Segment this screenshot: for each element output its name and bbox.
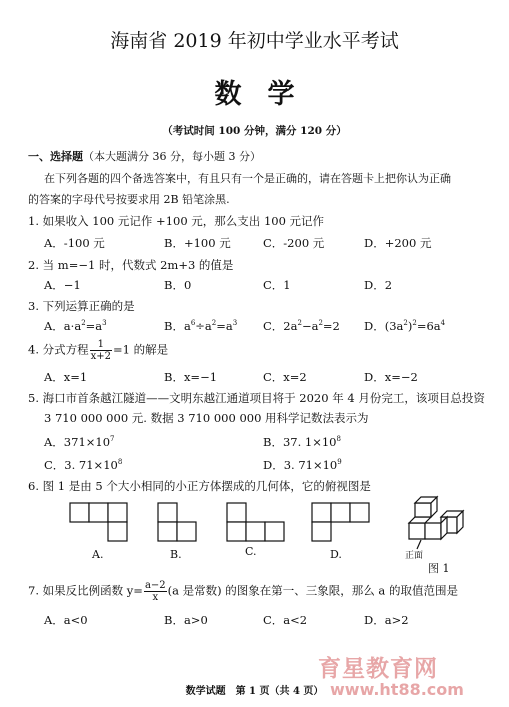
option-a: A．$371\times 10^7$ (44, 435, 115, 449)
option-d: D．2 (364, 278, 393, 292)
cube-face (415, 503, 431, 517)
option-c: C．$2a^2-a^2=2$ (263, 319, 340, 333)
option-d: D．3. $71\times 10^9$ (263, 458, 342, 472)
option-b: B．37. $1\times 10^8$ (263, 435, 341, 449)
question-number: 3. (28, 299, 39, 313)
exam-title: 海南省 2019 年初中学业水平考试 (110, 30, 399, 52)
section-label: 一、选择题 (28, 150, 83, 163)
question-stem-post: =1 的解是 (113, 342, 169, 357)
square (108, 522, 127, 541)
question-number: 7. (28, 583, 39, 598)
question-number: 6. (28, 479, 39, 493)
option-d: D．x=−2 (364, 370, 418, 384)
square (350, 503, 369, 522)
question-7 (28, 580, 458, 603)
option-c: C．-200 元 (263, 236, 325, 250)
instruction-line-1: 在下列各题的四个备选答案中，有且只有一个是正确的，请在答题卡上把你认为正确 (44, 172, 451, 185)
question-number: 5. (28, 391, 39, 405)
option-b: B．$a^6\div a^2=a^3$ (164, 319, 238, 333)
square (177, 522, 196, 541)
square (158, 522, 177, 541)
figure-option-b (158, 503, 203, 543)
fraction-denominator: x+2 (90, 351, 112, 362)
option-a: A．a<0 (44, 613, 88, 627)
option-c: C．a<2 (263, 613, 308, 627)
figure-1-solid (403, 497, 475, 549)
square (70, 503, 89, 522)
square (265, 522, 284, 541)
square (246, 522, 265, 541)
subject-title: 数学 (214, 79, 321, 110)
question-stem: 图 1 是由 5 个大小相同的小正方体摆成的几何体，它的俯视图是 (42, 479, 371, 493)
option-c: C．3. $71\times 10^8$ (44, 458, 123, 472)
figure-b-label: B. (170, 548, 182, 561)
option-a: A．x=1 (44, 370, 88, 384)
question-3 (28, 298, 135, 314)
figure-c-label: C. (245, 545, 257, 558)
question-stem-pre: 如果反比例函数 y= (42, 583, 143, 598)
front-label: 正面 (405, 551, 424, 561)
cube-face (425, 523, 441, 539)
option-b: B．x=−1 (164, 370, 218, 384)
question-2 (28, 257, 233, 273)
question-stem: 如果收入 100 元记作 +100 元，那么支出 100 元记作 (42, 214, 325, 228)
section-heading (28, 148, 261, 164)
square (108, 503, 127, 522)
figure-option-a (70, 503, 130, 543)
cube-face (409, 517, 431, 523)
section-detail: （本大题满分 36 分，每小题 3 分） (83, 150, 261, 163)
page-footer: 数学试题 第 1 页（共 4 页） (185, 686, 324, 697)
instruction-line-2: 的答案的字母代号按要求用 2B 铅笔涂黑. (28, 193, 230, 206)
square (227, 503, 246, 522)
fraction-denominator: x (152, 592, 159, 603)
figure-d-label: D. (330, 548, 342, 561)
question-stem: 海口市首条越江隧道——文明东越江通道项目将于 2020 年 4 月份完工，该项目总投资 (42, 391, 485, 405)
option-c: C．x=2 (263, 370, 307, 384)
square (158, 503, 177, 522)
figure-option-d (312, 503, 372, 543)
square (312, 522, 331, 541)
fraction-numerator: a−2 (144, 580, 166, 591)
figure-1-label: 图 1 (428, 562, 450, 575)
option-c: C．1 (263, 278, 291, 292)
option-b: B．0 (164, 278, 192, 292)
question-1 (28, 213, 324, 229)
question-number: 1. (28, 214, 39, 228)
question-5-line-2: 3 710 000 000 元. 数据 3 710 000 000 用科学记数法表示为 (44, 411, 369, 425)
option-a: A．-100 元 (44, 236, 105, 250)
question-5 (28, 390, 485, 406)
option-d: D．$(3a^2)^2=6a^4$ (364, 319, 446, 333)
watermark-url: www.ht88.com (330, 680, 464, 699)
question-stem: 当 m=−1 时，代数式 2m+3 的值是 (42, 258, 234, 272)
question-6 (28, 478, 371, 494)
figure-option-c (227, 503, 287, 543)
exam-info: （考试时间 100 分钟，满分 120 分） (162, 125, 347, 137)
question-stem: 下列运算正确的是 (42, 299, 135, 313)
option-d: D．a>2 (364, 613, 409, 627)
question-stem-post: (a 是常数) 的图象在第一、三象限，那么 a 的取值范围是 (167, 583, 458, 598)
question-4 (28, 339, 168, 362)
watermark-logo: 育星教育网 (318, 656, 438, 682)
question-number: 2. (28, 258, 39, 272)
cube-face (409, 523, 425, 539)
option-a: A．$a\cdot a^2=a^3$ (44, 319, 107, 333)
option-a: A．−1 (44, 278, 81, 292)
square (227, 522, 246, 541)
square (331, 503, 350, 522)
option-b: B．+100 元 (164, 236, 231, 250)
question-stem-pre: 分式方程 (42, 342, 89, 357)
square (312, 503, 331, 522)
option-d: D．+200 元 (364, 236, 432, 250)
question-number: 4. (28, 342, 39, 357)
fraction-numerator: 1 (90, 339, 112, 351)
fraction (90, 339, 112, 362)
fraction (144, 580, 167, 603)
option-b: B．a>0 (164, 613, 208, 627)
figure-a-label: A. (92, 548, 104, 561)
square (89, 503, 108, 522)
